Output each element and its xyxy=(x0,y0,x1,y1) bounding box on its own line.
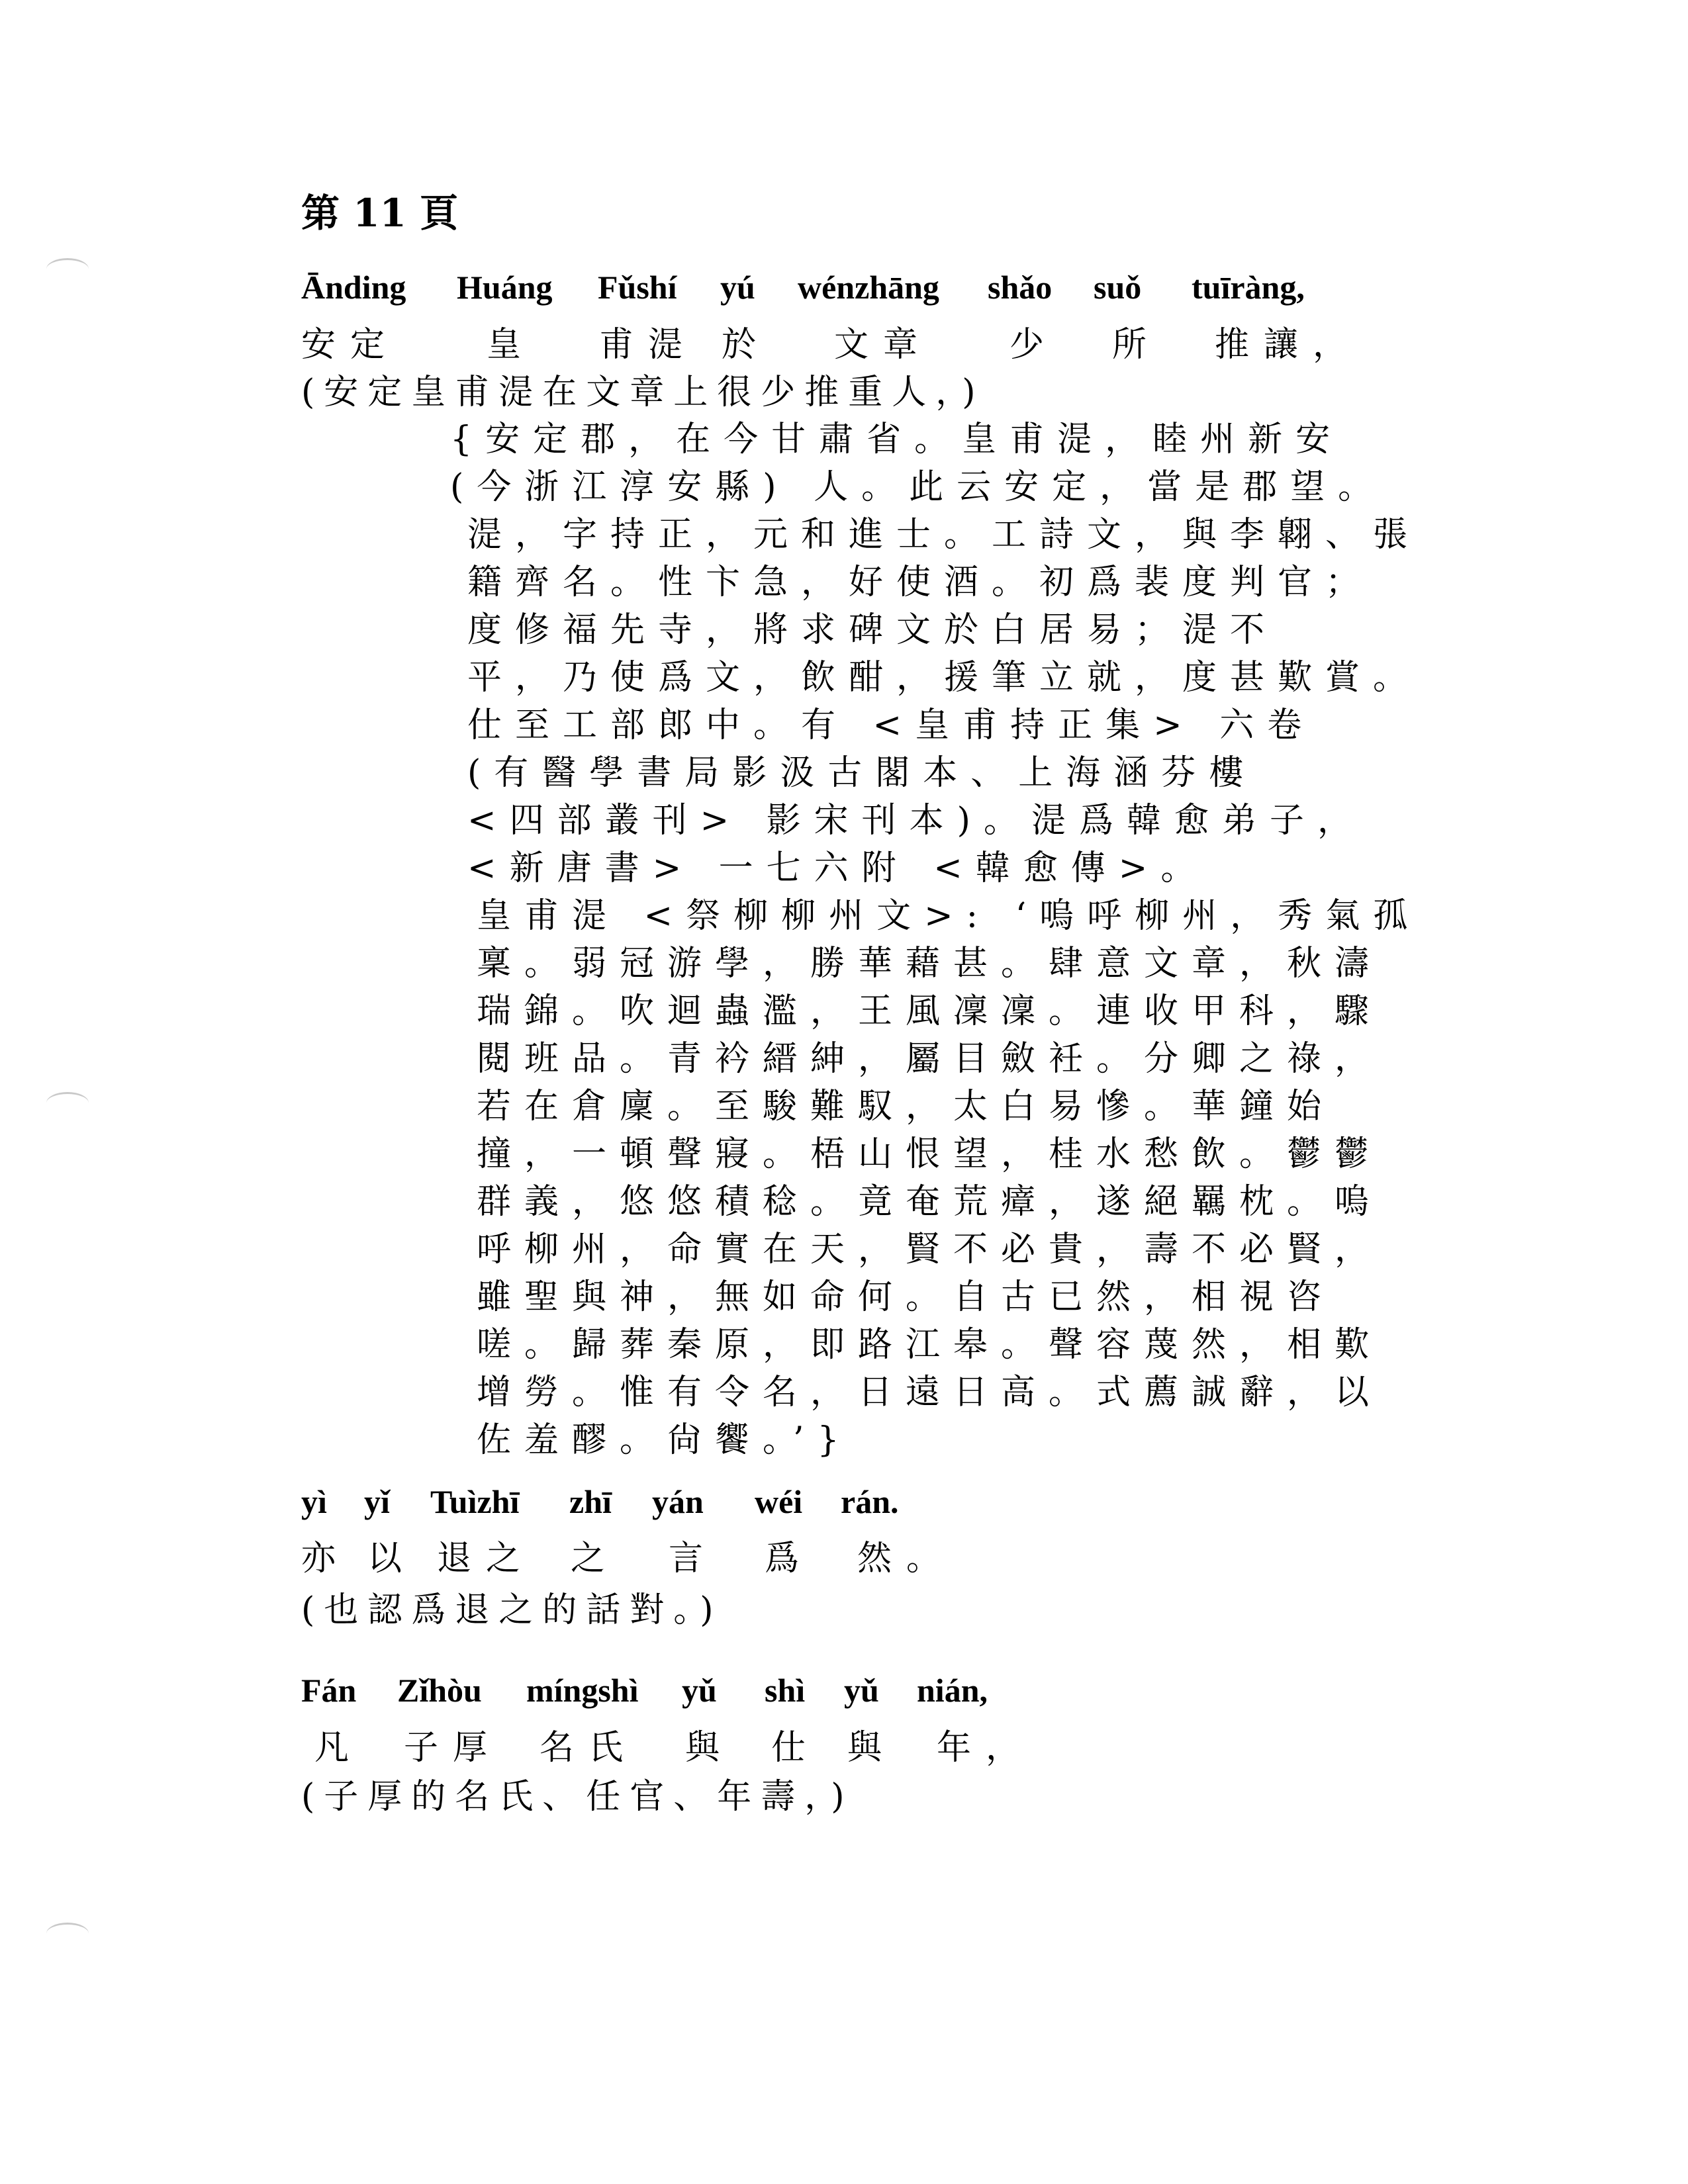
pinyin-word: wéi xyxy=(755,1483,803,1520)
note-line: 雖聖與神，無如命何。自古已然，相視咨 xyxy=(477,1277,1335,1317)
translation-line-1: (安定皇甫湜在文章上很少推重人，) xyxy=(301,373,985,412)
pinyin-word: yú xyxy=(720,269,755,306)
note-line: 平，乃使爲文，飲酣，援筆立就，度甚歎賞。 xyxy=(467,658,1421,698)
pinyin-word: nián, xyxy=(917,1672,988,1709)
pinyin-word: Zǐhòu xyxy=(397,1672,482,1709)
pinyin-word: suǒ xyxy=(1094,269,1142,306)
hanzi-word: 文章 xyxy=(834,325,933,365)
note-line: 湜，字持正，元和進士。工詩文，與李翺、張 xyxy=(467,515,1421,555)
punch-hole-mark xyxy=(46,1923,89,1944)
pinyin-line-3 xyxy=(0,1671,1688,1717)
note-line: 佐羞醪。尙饗。’} xyxy=(477,1420,853,1460)
hanzi-word: 與 xyxy=(685,1728,735,1768)
note-line: 仕至工部郎中。有 <皇甫持正集> 六卷 xyxy=(467,705,1315,745)
hanzi-word: 言 xyxy=(669,1539,718,1578)
hanzi-word: 然。 xyxy=(857,1539,956,1578)
hanzi-word: 退之 xyxy=(437,1539,536,1578)
note-line: 瑞錦。吹迴蟲濫，王風凜凜。連收甲科，驟 xyxy=(477,991,1383,1031)
hanzi-word: 子厚 xyxy=(404,1728,502,1768)
pinyin-word: Tuìzhī xyxy=(430,1483,520,1520)
pinyin-word: shǎo xyxy=(988,269,1053,306)
pinyin-word: rán. xyxy=(841,1483,899,1520)
pinyin-word: tuīràng, xyxy=(1192,269,1305,306)
pinyin-line-2 xyxy=(0,1482,1688,1529)
pinyin-word: Fǔshí xyxy=(598,269,677,306)
hanzi-word: 於 xyxy=(722,325,771,365)
hanzi-word: 以 xyxy=(367,1539,417,1578)
note-line: 群義，悠悠積稔。竟奄荒瘴，遂絕羈枕。嗚 xyxy=(477,1182,1383,1222)
note-line: 嗟。歸葬秦原，即路江皋。聲容蔑然，相歎 xyxy=(477,1325,1383,1365)
hanzi-word: 所 xyxy=(1112,325,1162,365)
pinyin-word: Ānding xyxy=(301,269,406,306)
hanzi-word: 仕 xyxy=(771,1728,821,1768)
commentary-note xyxy=(450,416,1421,1464)
pinyin-word: Fán xyxy=(301,1672,357,1709)
note-line: 度修福先寺，將求碑文於白居易；湜不 xyxy=(467,610,1278,650)
hanzi-word: 年， xyxy=(937,1728,1035,1768)
pinyin-word: yǔ xyxy=(844,1672,879,1709)
pinyin-word: wénzhāng xyxy=(798,269,939,306)
pinyin-word: Huáng xyxy=(457,269,553,306)
hanzi-line-2 xyxy=(0,1530,1688,1578)
note-line: <四部叢刊> 影宋刊本)。湜爲韓愈弟子， xyxy=(467,801,1365,841)
pinyin-word: zhī xyxy=(569,1483,612,1520)
note-line: (今浙江淳安縣) 人。此云安定，當是郡望。 xyxy=(450,467,1386,507)
hanzi-word: 爲 xyxy=(765,1539,814,1578)
translation-line-2: (也認爲退之的話對。) xyxy=(301,1590,723,1630)
note-line: 籍齊名。性卞急，好使酒。初爲裴度判官； xyxy=(467,563,1374,602)
pinyin-word: míngshì xyxy=(526,1672,639,1709)
hanzi-word: 推讓， xyxy=(1215,325,1362,365)
note-line: 撞，一頓聲寢。梧山恨望，桂水愁飲。鬱鬱 xyxy=(477,1134,1383,1174)
page-number: 第 11 頁 xyxy=(301,191,459,236)
note-line: 稟。弱冠游學，勝華藉甚。肆意文章，秋濤 xyxy=(477,944,1383,983)
note-line: {安定郡，在今甘肅省。皇甫湜，睦州新安 xyxy=(450,420,1344,459)
hanzi-word: 與 xyxy=(847,1728,897,1768)
hanzi-word: 皇 xyxy=(487,325,536,365)
hanzi-word: 安定 xyxy=(301,325,400,365)
note-line: 增勞。惟有令名，日遠日高。式薦誠辭，以 xyxy=(477,1373,1383,1412)
hanzi-word: 名氏 xyxy=(539,1728,638,1768)
punch-hole-mark xyxy=(46,1092,89,1114)
pinyin-line-1 xyxy=(0,268,1688,314)
pinyin-word: yǔ xyxy=(682,1672,717,1709)
note-line: (有醫學書局影汲古閣本、上海涵芬樓 xyxy=(467,753,1257,793)
hanzi-word: 甫湜 xyxy=(599,325,698,365)
pinyin-word: shì xyxy=(765,1672,806,1709)
hanzi-word: 亦 xyxy=(301,1539,351,1578)
note-line: 若在倉廩。至駿難馭，太白易慘。華鐘始 xyxy=(477,1087,1335,1126)
hanzi-line-1 xyxy=(0,316,1688,364)
pinyin-word: yán xyxy=(652,1483,704,1520)
note-line: <新唐書> 一七六附 <韓愈傳>。 xyxy=(467,848,1209,888)
note-line: 呼柳州，命實在天，賢不必貴，壽不必賢， xyxy=(477,1230,1383,1269)
hanzi-line-3 xyxy=(0,1719,1688,1767)
hanzi-word: 之 xyxy=(571,1539,620,1578)
note-line: 皇甫湜 <祭柳柳州文>: ‘嗚呼柳州，秀氣孤 xyxy=(477,896,1421,936)
hanzi-word: 少 xyxy=(1009,325,1059,365)
hanzi-word: 凡 xyxy=(314,1728,364,1768)
translation-line-3: (子厚的名氏、任官、年壽，) xyxy=(301,1777,854,1817)
note-line: 閱班品。青衿縉紳，屬目斂衽。分卿之祿， xyxy=(477,1039,1383,1079)
pinyin-word: yì xyxy=(301,1483,327,1520)
pinyin-word: yǐ xyxy=(364,1483,390,1520)
